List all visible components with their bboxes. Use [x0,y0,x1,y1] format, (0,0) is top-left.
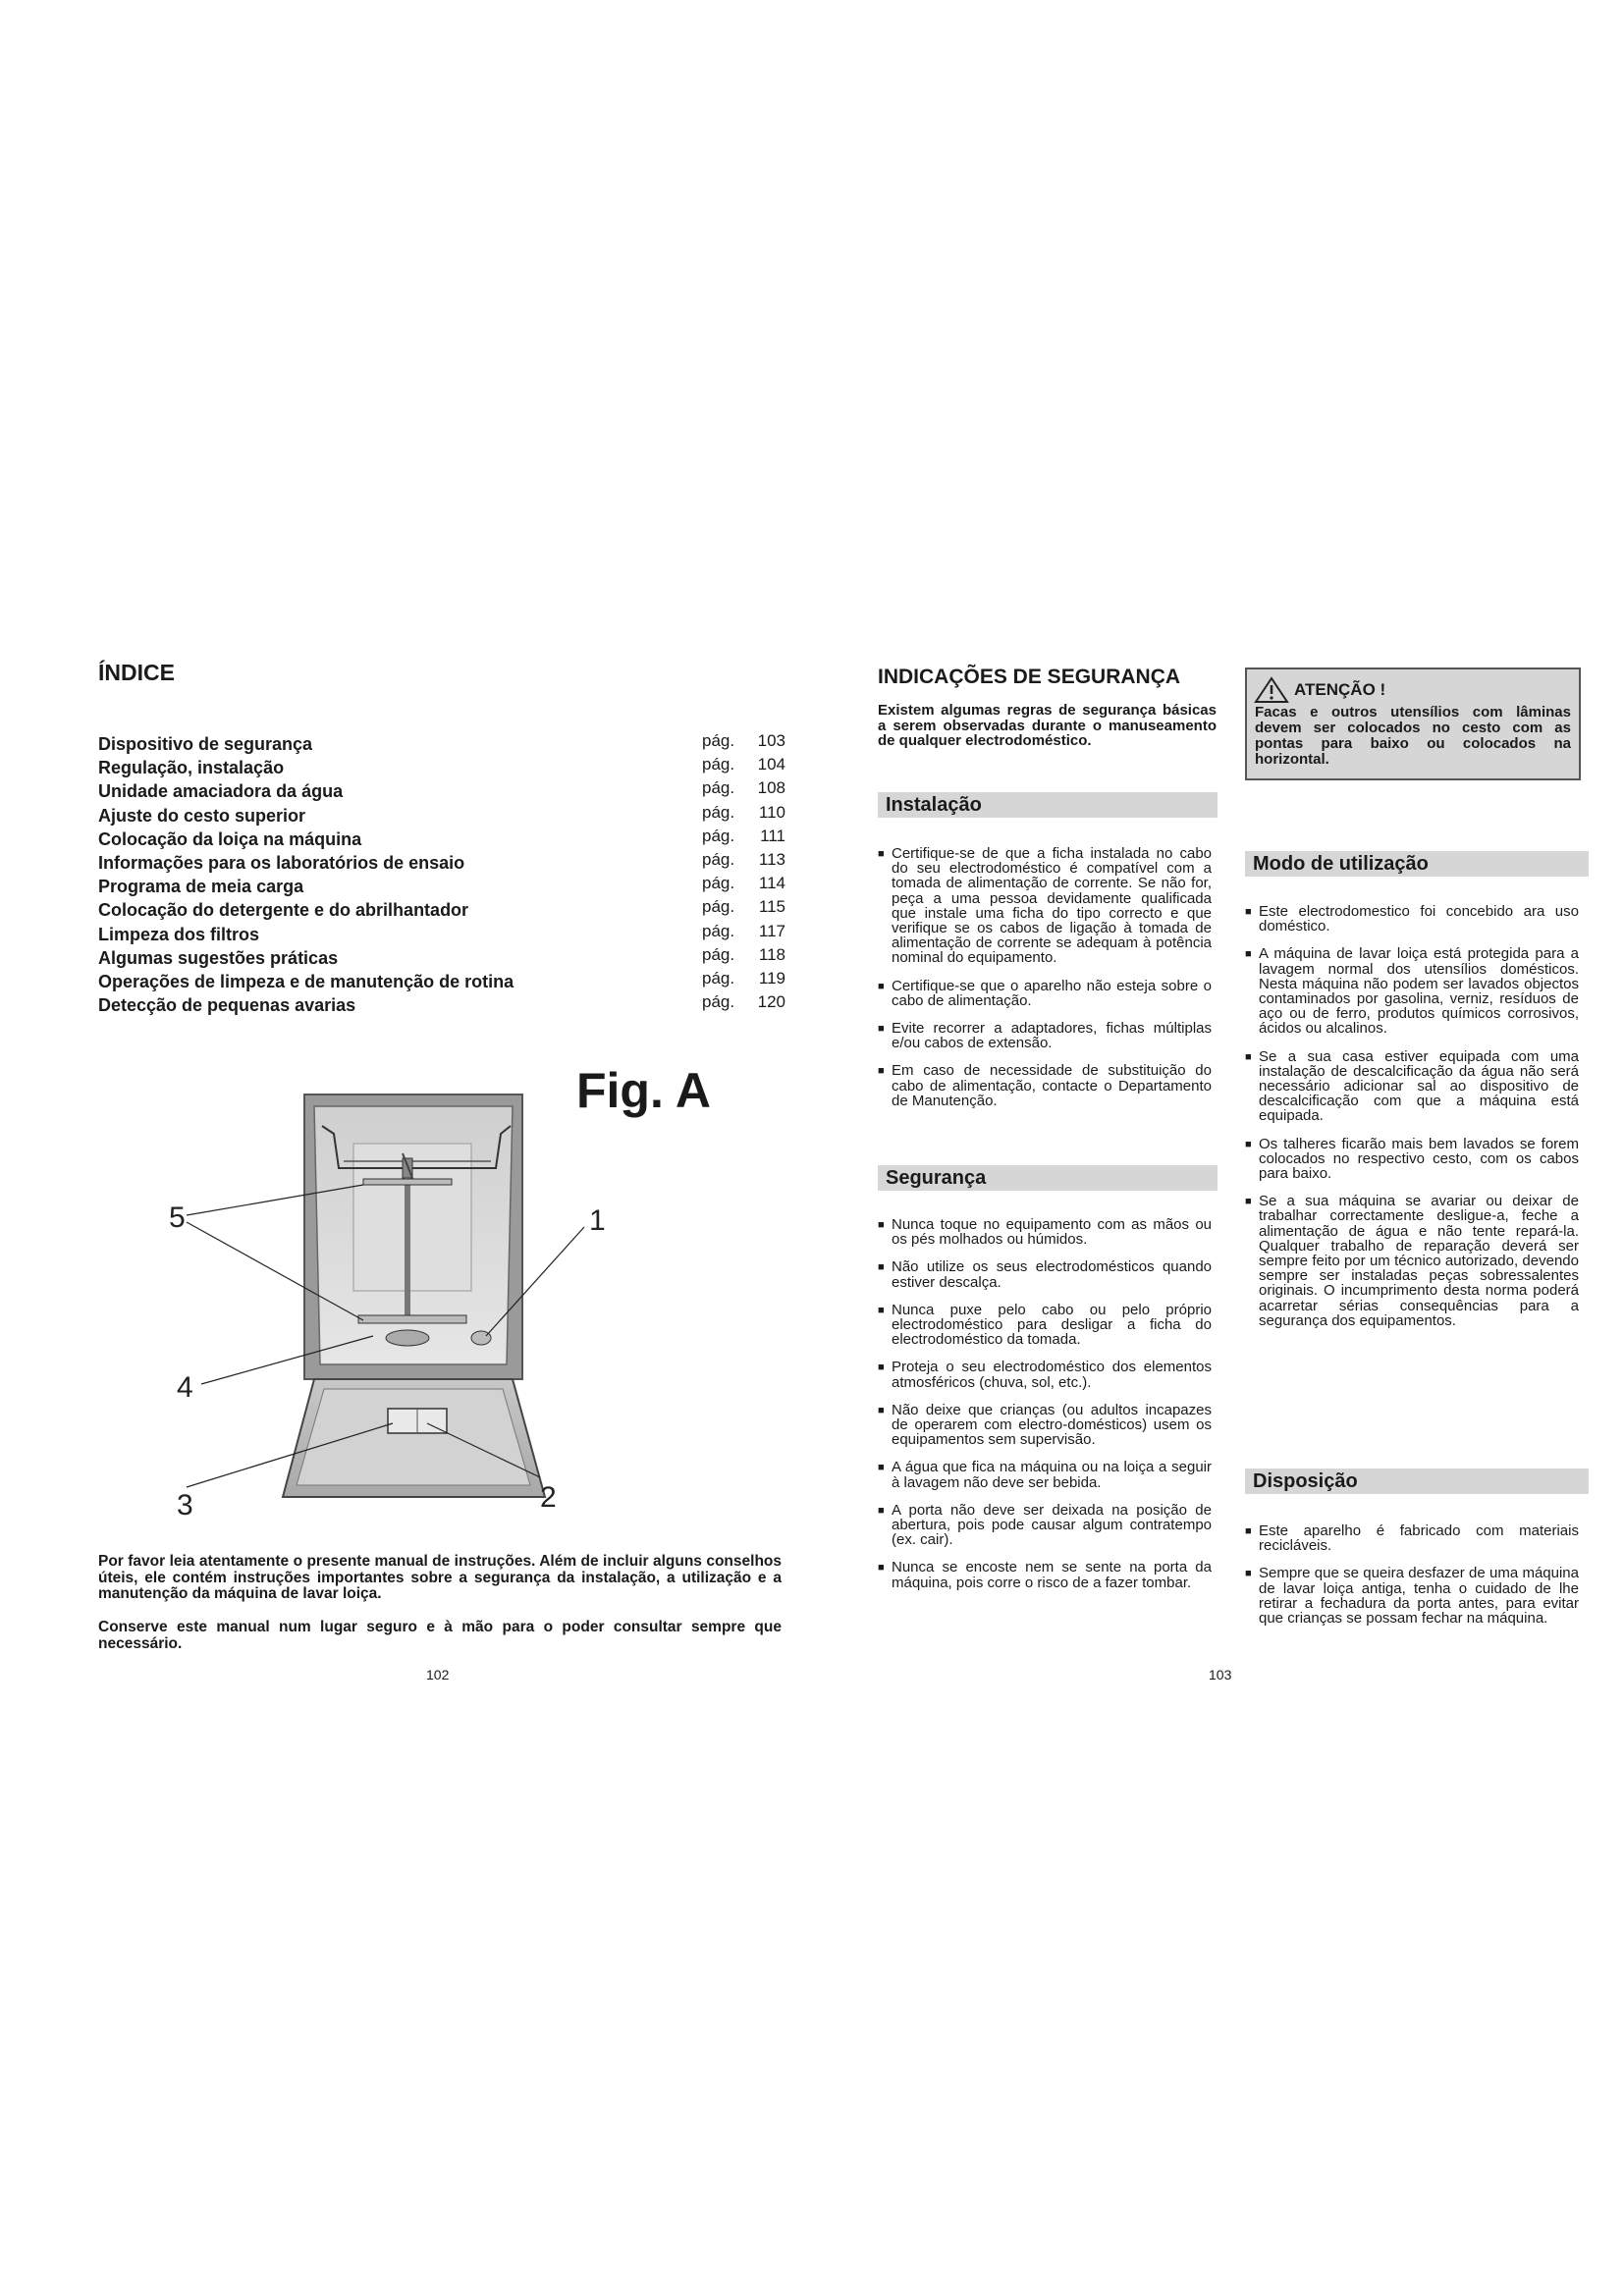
lower-spray-arm [358,1315,466,1323]
list-item [878,1063,1212,1108]
list-item-text: Não utilize os seus electrodomésticos quando estiver descalça. [892,1258,1212,1291]
toc-title: Colocação do detergente e do abrilhantador [98,900,469,921]
figure-title: Fig. A [576,1063,712,1118]
toc-page-number: 114 [758,874,785,893]
toc-row [98,946,785,970]
toc-page-number: 110 [758,802,785,822]
section-heading-instalacao: Instalação [878,792,1218,818]
list-item-text: Certifique-se que o aparelho não esteja sobre o cabo de alimentação. [892,977,1212,1009]
attention-heading-text: ATENÇÃO ! [1294,680,1386,699]
toc-row [98,875,785,898]
list-item-text: Evite recorrer a adaptadores, fichas múltiplas e/ou cabos de extensão. [892,1020,1212,1052]
toc-pag-label: pág. [702,802,735,822]
keep-manual-paragraph: Conserve este manual num lugar seguro e à mão para o poder consultar sempre que necessário. [98,1619,782,1652]
list-seguranca [878,1217,1212,1603]
list-modo [1245,904,1579,1341]
list-item-text: Proteja o seu electrodoméstico dos elementos atmosféricos (chuva, sol, etc.). [892,1359,1212,1391]
bullet-icon: ■ [878,1261,885,1274]
list-item-text: Este aparelho é fabricado com materiais recicláveis. [1259,1522,1579,1555]
dishwasher-figure [169,1085,606,1522]
safety-intro: Existem algumas regras de segurança básicas a serem observadas durante o manuseamento de qualquer electrodoméstico. [878,702,1217,749]
bullet-icon: ■ [878,1462,885,1474]
bullet-icon: ■ [878,1504,885,1517]
right-page [812,0,1624,2296]
bullet-icon: ■ [1245,1525,1252,1537]
callout-1: 1 [589,1204,606,1237]
toc-pag-label: pág. [702,944,735,964]
list-item [878,1503,1212,1548]
toc-pag-label: pág. [702,897,735,917]
list-item [1245,1194,1579,1328]
safety-title: INDICAÇÕES DE SEGURANÇA [878,666,1181,688]
list-instalacao [878,846,1212,1121]
toc-row [98,779,785,803]
toc-title: Informações para os laboratórios de ensaio [98,852,465,873]
list-item [878,1460,1212,1489]
toc-page-number: 118 [758,944,785,964]
callout-3: 3 [177,1489,193,1522]
toc-pag-label: pág. [702,755,735,774]
toc-page-number: 120 [757,992,785,1012]
toc-row [98,993,785,1017]
attention-box [1245,667,1581,780]
list-item-text: Nunca se encoste nem se sente na porta da máquina, pois corre o risco de a fazer tombar. [892,1559,1212,1591]
table-of-contents [98,732,785,1017]
list-item [878,1303,1212,1348]
bullet-icon: ■ [878,980,885,992]
list-item-text: A água que fica na máquina ou na loiça a seguir à lavagem não deve ser bebida. [892,1459,1212,1491]
list-item [878,1259,1212,1289]
page-number-right: 103 [1209,1667,1232,1682]
toc-pag-label: pág. [702,731,735,750]
toc-title: Ajuste do cesto superior [98,805,306,826]
upper-spray-arm [363,1179,452,1185]
list-item [878,1217,1212,1247]
list-item [878,846,1212,966]
list-item-text: Este electrodomestico foi concebido ara uso doméstico. [1259,903,1579,935]
toc-page-number: 113 [758,849,785,869]
toc-row [98,898,785,922]
toc-pag-label: pág. [702,849,735,869]
bullet-icon: ■ [878,1304,885,1316]
list-item [878,1560,1212,1589]
toc-title: Limpeza dos filtros [98,924,260,944]
callout-5: 5 [169,1201,186,1234]
list-item [1245,1566,1579,1626]
list-item-text: A máquina de lavar loiça está protegida para a lavagem normal dos utensílios domésticos. Nesta máquina não podem ser lavados objectos contaminados por gasolina, verniz, resíduos de aço ou de ferro, produtos químicos corrosivos, ácidos ou alcalinos. [1259,945,1579,1038]
toc-pag-label: pág. [702,968,735,988]
toc-row [98,970,785,993]
toc-row [98,923,785,946]
list-item-text: Se a sua máquina se avariar ou deixar de trabalhar correctamente desligue-a, feche a alimentação de água e não tente repará-la. Qualquer trabalho de reparação deverá ser sempre feito por um técnico autorizado, devendo sempre ser instaladas peças sobressalentes originais. O incumprimento desta norma poderá acarretar sérias consequências para a segurança dos equipamentos. [1259,1193,1579,1329]
toc-row [98,851,785,875]
toc-title: Algumas sugestões práticas [98,947,339,968]
toc-title: Regulação, instalação [98,758,285,778]
list-item-text: Em caso de necessidade de substituição do cabo de alimentação, contacte o Departamento de Manutenção. [892,1062,1212,1109]
bullet-icon: ■ [878,1065,885,1078]
list-item [878,979,1212,1008]
list-disposicao [1245,1523,1579,1638]
intro-paragraph: Por favor leia atentamente o presente manual de instruções. Além de incluir alguns conselhos úteis, ele contém instruções importantes sobre a segurança da instalação, a utilização e a manutenção da máquina de lavar loiça. [98,1553,782,1602]
toc-row [98,732,785,756]
list-item [878,1021,1212,1050]
bullet-icon: ■ [1245,906,1252,918]
attention-heading [1255,677,1571,703]
toc-page-number: 104 [757,755,785,774]
list-item-text: Se a sua casa estiver equipada com uma instalação de descalcificação da água não será necessário adicionar sal ao dispositivo de descalcificação com que a máquina está equipada. [1259,1047,1579,1125]
section-heading-disposicao: Disposição [1245,1468,1589,1494]
bullet-icon: ■ [1245,1050,1252,1063]
list-item [1245,1137,1579,1182]
filter [386,1330,429,1346]
toc-pag-label: pág. [702,921,735,940]
toc-pag-label: pág. [702,992,735,1012]
list-item-text: Os talheres ficarão mais bem lavados se forem colocados no respectivo cesto, com os cabos para baixo. [1259,1135,1579,1183]
list-item [1245,904,1579,934]
toc-page-number: 119 [758,968,785,988]
toc-pag-label: pág. [702,826,735,845]
toc-page-number: 117 [758,921,785,940]
list-item-text: A porta não deve ser deixada na posição de abertura, pois pode causar algum contratempo (ex. cair). [892,1501,1212,1549]
list-item-text: Não deixe que crianças (ou adultos incapazes de operarem com electro-domésticos) usem os equipamentos sem supervisão. [892,1401,1212,1449]
list-item-text: Certifique-se de que a ficha instalada no cabo do seu electrodoméstico é compatível com a tomada de alimentação de corrente. Se não for, peça a uma pessoa devidamente qualificada que instale uma ficha do tipo correcto e que verifique se os cabos de ligação à tomada de alimentação de corrente se adequam à potência nominal do equipamento. [892,845,1212,967]
bullet-icon: ■ [878,1562,885,1575]
bullet-icon: ■ [1245,1196,1252,1208]
toc-pag-label: pág. [702,874,735,893]
toc-page-number: 111 [760,826,785,845]
warning-triangle-icon [1255,677,1288,703]
toc-title: Unidade amaciadora da água [98,781,344,802]
list-item [1245,946,1579,1036]
bullet-icon: ■ [1245,1568,1252,1580]
bullet-icon: ■ [878,1404,885,1416]
toc-row [98,828,785,851]
toc-page-number: 115 [758,897,785,917]
toc-page-number: 108 [757,778,785,798]
toc-title: Colocação da loiça na máquina [98,828,362,849]
toc-title: Operações de limpeza e de manutenção de rotina [98,971,514,991]
bullet-icon: ■ [1245,948,1252,961]
bullet-icon: ■ [878,1023,885,1036]
list-item [878,1360,1212,1389]
list-item [878,1403,1212,1448]
callout-4: 4 [177,1371,193,1404]
list-item-text: Sempre que se queira desfazer de uma máquina de lavar loiça antiga, tenha o cuidado de lhe retirar a fechadura da porta antes, para evitar que crianças se possam fechar na máquina. [1259,1565,1579,1628]
bullet-icon: ■ [878,1362,885,1374]
toc-page-number: 103 [757,731,785,750]
toc-title: Programa de meia carga [98,877,304,897]
callout-2: 2 [540,1481,557,1514]
bullet-icon: ■ [878,848,885,860]
list-item-text: Nunca toque no equipamento com as mãos ou os pés molhados ou húmidos. [892,1216,1212,1249]
list-item [1245,1523,1579,1553]
attention-text: Facas e outros utensílios com lâminas devem ser colocados no cesto com as pontas para baixo ou colocados na horizontal. [1255,704,1571,768]
toc-row [98,756,785,779]
list-item-text: Nunca puxe pelo cabo ou pelo próprio electrodoméstico para desligar a ficha do electrodoméstico da tomada. [892,1301,1212,1349]
bullet-icon: ■ [878,1219,885,1231]
index-title: ÍNDICE [98,660,175,685]
toc-title: Dispositivo de segurança [98,734,313,754]
toc-title: Detecção de pequenas avarias [98,995,356,1016]
section-heading-seguranca: Segurança [878,1165,1218,1191]
page-number-left: 102 [426,1667,450,1682]
toc-pag-label: pág. [702,778,735,798]
bullet-icon: ■ [1245,1138,1252,1150]
toc-row [98,804,785,828]
list-item [1245,1049,1579,1124]
section-heading-modo: Modo de utilização [1245,851,1589,877]
